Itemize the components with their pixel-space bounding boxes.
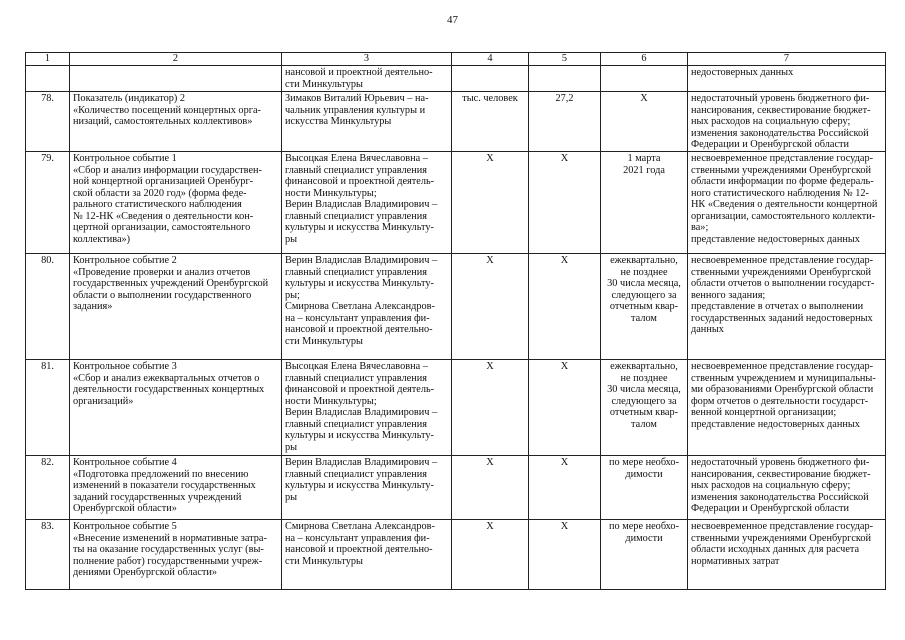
risk-cell	[688, 152, 886, 254]
plan-table	[25, 52, 886, 590]
event-name-cell-line: организаций»	[73, 395, 134, 407]
table-row	[26, 360, 886, 456]
responsible-cell-line: Смирнова Светлана Александров-	[285, 301, 435, 312]
deadline-cell	[601, 66, 688, 92]
header-cell-4: 4	[452, 53, 529, 66]
risk-cell-line: ственным учреждением и муниципальны-	[691, 372, 876, 384]
risk-cell-line: несвоевременное представление государ-	[691, 361, 874, 372]
deadline-cell-line: следующего за	[611, 395, 677, 407]
risk-cell-line: ственными учреждениями Оренбургской	[691, 164, 872, 176]
event-name-cell-line: «Внесение изменений в нормативные затра-	[73, 532, 267, 544]
risk-cell	[688, 92, 886, 152]
event-name-cell-line: «Сбор и анализ информации государствен-	[73, 164, 262, 176]
responsible-cell-line: Смирнова Светлана Александров-	[285, 521, 435, 532]
responsible-cell	[282, 66, 452, 92]
deadline-cell	[601, 520, 688, 590]
unit-cell: Х	[452, 254, 529, 360]
event-name-cell-line: Контрольное событие 2	[73, 255, 177, 266]
value-cell	[529, 66, 601, 92]
event-name-cell-line: Контрольное событие 1	[73, 153, 177, 164]
risk-cell-line: ного статистического наблюдения № 12-	[691, 187, 869, 199]
risk-cell-line: венного задания;	[691, 289, 766, 301]
risk-cell-line: недостаточный уровень бюджетного фи-	[691, 93, 870, 104]
risk-cell-line: представление недостоверных данных	[691, 418, 860, 430]
responsible-cell-line: главный специалист управления	[285, 372, 427, 384]
row-number-cell: 78.	[26, 92, 70, 152]
responsible-cell-line: Верин Владислав Владимирович –	[285, 199, 438, 210]
responsible-cell-line: сти Минкультуры	[285, 78, 363, 90]
header-cell-1: 1	[26, 53, 70, 66]
responsible-cell	[282, 92, 452, 152]
risk-cell-line: Федерации и Оренбургской области	[691, 139, 850, 150]
responsible-cell-line: нансовой и проектной деятельно-	[285, 67, 433, 78]
event-name-cell	[70, 92, 282, 152]
risk-cell-line: данных	[691, 324, 724, 335]
unit-cell: Х	[452, 360, 529, 456]
risk-cell-line: ми образованиями Оренбургской области	[691, 384, 874, 395]
responsible-cell	[282, 152, 452, 254]
deadline-cell	[601, 254, 688, 360]
event-name-cell	[70, 520, 282, 590]
responsible-cell-line: нансовой и проектной деятельно-	[285, 544, 433, 555]
event-name-cell-line: ты на оказание государственных услуг (вы-	[73, 544, 264, 555]
row-number-cell: 82.	[26, 456, 70, 520]
responsible-cell	[282, 360, 452, 456]
event-name-cell	[70, 456, 282, 520]
event-name-cell-line: низаций, самостоятельных коллективов»	[73, 116, 253, 127]
event-name-cell-line: коллектива»)	[73, 233, 131, 245]
header-cell-5: 5	[529, 53, 601, 66]
header-row	[26, 53, 886, 66]
risk-cell-line: представление недостоверных данных	[691, 233, 860, 245]
risk-cell-line: ственными учреждениями Оренбургской	[691, 532, 872, 544]
deadline-cell-line: 1 марта	[627, 153, 661, 164]
value-cell: Х	[529, 456, 601, 520]
header-cell-3: 3	[282, 53, 452, 66]
responsible-cell-line: чальник управления культуры и	[285, 104, 426, 116]
deadline-cell-line: ежеквартально,	[610, 255, 678, 266]
event-name-cell-line: рального статистического наблюдения	[73, 199, 242, 210]
event-name-cell	[70, 152, 282, 254]
risk-cell	[688, 520, 886, 590]
event-name-cell-line: № 12-НК «Сведения о деятельности кон-	[73, 210, 254, 222]
responsible-cell-line: ности Минкультуры;	[285, 395, 377, 407]
risk-cell-line: нансирования, секвестирование бюджет-	[691, 468, 871, 480]
responsible-cell	[282, 456, 452, 520]
risk-cell-line: нансирования, секвестирование бюджет-	[691, 104, 871, 116]
risk-cell-line: области отчетов о выполнении государст-	[691, 278, 875, 289]
event-name-cell-line: Показатель (индикатор) 2	[73, 93, 186, 104]
risk-cell	[688, 360, 886, 456]
event-name-cell-line: Контрольное событие 3	[73, 361, 177, 372]
row-number-cell: 80.	[26, 254, 70, 360]
deadline-cell	[601, 92, 688, 152]
risk-cell-line: несвоевременное представление государ-	[691, 153, 874, 164]
table-row	[26, 456, 886, 520]
responsible-cell-line: на – консультант управления фи-	[285, 532, 430, 544]
risk-cell-line: недостоверных данных	[691, 67, 794, 78]
event-name-cell-line: цертной организации, самостоятельного	[73, 222, 251, 233]
responsible-cell-line: культуры и искусства Минкульту-	[285, 278, 434, 289]
risk-cell	[688, 66, 886, 92]
responsible-cell-line: Высоцкая Елена Вячеславовна –	[285, 153, 428, 164]
responsible-cell-line: главный специалист управления	[285, 468, 427, 480]
risk-cell-line: области информации по форме федераль-	[691, 176, 874, 187]
table-row	[26, 520, 886, 590]
risk-cell-line: недостаточный уровень бюджетного фи-	[691, 457, 870, 468]
event-name-cell-line: деятельности государственных концертных	[73, 384, 265, 395]
event-name-cell-line: задания»	[73, 301, 113, 312]
risk-cell-line: ных расходов на социальную сферу;	[691, 480, 851, 491]
event-name-cell	[70, 360, 282, 456]
event-name-cell-line: «Количество посещений концертных орга-	[73, 104, 261, 116]
value-cell: 27,2	[529, 92, 601, 152]
event-name-cell	[70, 254, 282, 360]
responsible-cell-line: главный специалист управления	[285, 266, 427, 278]
deadline-cell-line: Х	[640, 93, 648, 104]
deadline-cell-line: талом	[631, 418, 657, 430]
risk-cell-line: нормативных затрат	[691, 555, 780, 567]
risk-cell-line: венной концертной организации;	[691, 407, 837, 418]
deadline-cell-line: не позднее	[620, 266, 668, 278]
value-cell: Х	[529, 254, 601, 360]
responsible-cell-line: культуры и искусства Минкульту-	[285, 430, 434, 441]
event-name-cell	[70, 66, 282, 92]
responsible-cell-line: ры	[285, 491, 298, 503]
responsible-cell-line: культуры и искусства Минкульту-	[285, 480, 434, 491]
responsible-cell-line: финансовой и проектной деятель-	[285, 384, 435, 395]
responsible-cell-line: ности Минкультуры;	[285, 187, 377, 199]
responsible-cell-line: нансовой и проектной деятельно-	[285, 324, 433, 335]
deadline-cell-line: следующего за	[611, 289, 677, 301]
deadline-cell-line: отчетным квар-	[609, 301, 679, 312]
event-name-cell-line: государственных учреждений Оренбургской	[73, 278, 269, 289]
risk-cell-line: несвоевременное представление государ-	[691, 255, 874, 266]
responsible-cell-line: ры	[285, 441, 298, 453]
responsible-cell-line: искусства Минкультуры	[285, 116, 392, 127]
value-cell: Х	[529, 520, 601, 590]
deadline-cell	[601, 152, 688, 254]
responsible-cell	[282, 520, 452, 590]
responsible-cell	[282, 254, 452, 360]
row-number-cell: 83.	[26, 520, 70, 590]
deadline-cell-line: ежеквартально,	[610, 361, 678, 372]
deadline-cell-line: димости	[625, 532, 663, 544]
event-name-cell-line: ской области за 2020 год» (форма феде-	[73, 187, 247, 199]
risk-cell-line: государственных заданий недостоверных	[691, 312, 873, 324]
risk-cell-line: организации, самостоятельного коллекти-	[691, 210, 876, 222]
deadline-cell-line: димости	[625, 468, 663, 480]
table-row	[26, 92, 886, 152]
event-name-cell-line: Контрольное событие 5	[73, 521, 177, 532]
deadline-cell-line: по мере необхо-	[608, 521, 680, 532]
risk-cell-line: Федерации и Оренбургской области	[691, 503, 850, 514]
event-name-cell-line: «Сбор и анализ ежеквартальных отчетов о	[73, 372, 260, 384]
responsible-cell-line: сти Минкультуры	[285, 555, 363, 567]
row-number-cell: 81.	[26, 360, 70, 456]
risk-cell	[688, 254, 886, 360]
responsible-cell-line: сти Минкультуры	[285, 335, 363, 347]
risk-cell-line: несвоевременное представление государ-	[691, 521, 874, 532]
event-name-cell-line: Контрольное событие 4	[73, 457, 177, 468]
value-cell: Х	[529, 360, 601, 456]
responsible-cell-line: ры;	[285, 289, 300, 301]
responsible-cell-line: на – консультант управления фи-	[285, 312, 430, 324]
event-name-cell-line: Оренбургской области»	[73, 503, 177, 514]
risk-cell-line: изменения законодательства Российской	[691, 127, 869, 139]
header-cell-2: 2	[70, 53, 282, 66]
responsible-cell-line: Верин Владислав Владимирович –	[285, 255, 438, 266]
event-name-cell-line: заданий государственных учреждений	[73, 491, 242, 503]
page-number: 47	[447, 14, 458, 26]
table-row	[26, 254, 886, 360]
event-name-cell-line: ной концертной организацией Оренбург-	[73, 176, 254, 187]
risk-cell-line: области исходных данных для расчета	[691, 544, 860, 555]
event-name-cell-line: «Проведение проверки и анализ отчетов	[73, 266, 251, 278]
header-cell-6: 6	[601, 53, 688, 66]
responsible-cell-line: Зимаков Виталий Юрьевич – на-	[285, 93, 429, 104]
header-cell-7: 7	[688, 53, 886, 66]
responsible-cell-line: главный специалист управления	[285, 164, 427, 176]
deadline-cell-line: по мере необхо-	[608, 457, 680, 468]
unit-cell: тыс. человек	[452, 92, 529, 152]
row-number-cell	[26, 66, 70, 92]
deadline-cell-line: не позднее	[620, 372, 668, 384]
responsible-cell-line: Верин Владислав Владимирович –	[285, 457, 438, 468]
deadline-cell-line: талом	[631, 312, 657, 324]
unit-cell	[452, 66, 529, 92]
deadline-cell	[601, 360, 688, 456]
table-row	[26, 66, 886, 92]
table-row	[26, 152, 886, 254]
risk-cell-line: НК «Сведения о деятельности концертной	[691, 199, 878, 210]
unit-cell: Х	[452, 456, 529, 520]
risk-cell	[688, 456, 886, 520]
responsible-cell-line: культуры и искусства Минкульту-	[285, 222, 434, 233]
unit-cell: Х	[452, 520, 529, 590]
deadline-cell	[601, 456, 688, 520]
value-cell: Х	[529, 152, 601, 254]
row-number-cell: 79.	[26, 152, 70, 254]
responsible-cell-line: главный специалист управления	[285, 210, 427, 222]
event-name-cell-line: области о выполнении государственного	[73, 289, 252, 301]
responsible-cell-line: главный специалист управления	[285, 418, 427, 430]
responsible-cell-line: финансовой и проектной деятель-	[285, 176, 435, 187]
responsible-cell-line: ры	[285, 233, 298, 245]
risk-cell-line: ственными учреждениями Оренбургской	[691, 266, 872, 278]
risk-cell-line: ных расходов на социальную сферу;	[691, 116, 851, 127]
responsible-cell-line: Верин Владислав Владимирович –	[285, 407, 438, 418]
responsible-cell-line: Высоцкая Елена Вячеславовна –	[285, 361, 428, 372]
risk-cell-line: изменения законодательства Российской	[691, 491, 869, 503]
deadline-cell-line: 2021 года	[623, 164, 665, 176]
risk-cell-line: представление в отчетах о выполнении	[691, 301, 864, 312]
deadline-cell-line: 30 числа месяца,	[607, 278, 681, 289]
risk-cell-line: ва»;	[691, 222, 709, 233]
event-name-cell-line: изменений в показатели государственных	[73, 480, 256, 491]
deadline-cell-line: отчетным квар-	[609, 407, 679, 418]
risk-cell-line: форм отчетов о деятельности государст-	[691, 395, 869, 407]
event-name-cell-line: полнение работ) государственными учреж-	[73, 555, 263, 567]
deadline-cell-line: 30 числа месяца,	[607, 384, 681, 395]
event-name-cell-line: «Подготовка предложений по внесению	[73, 468, 249, 480]
event-name-cell-line: дениями Оренбургской области»	[73, 567, 218, 578]
unit-cell: Х	[452, 152, 529, 254]
